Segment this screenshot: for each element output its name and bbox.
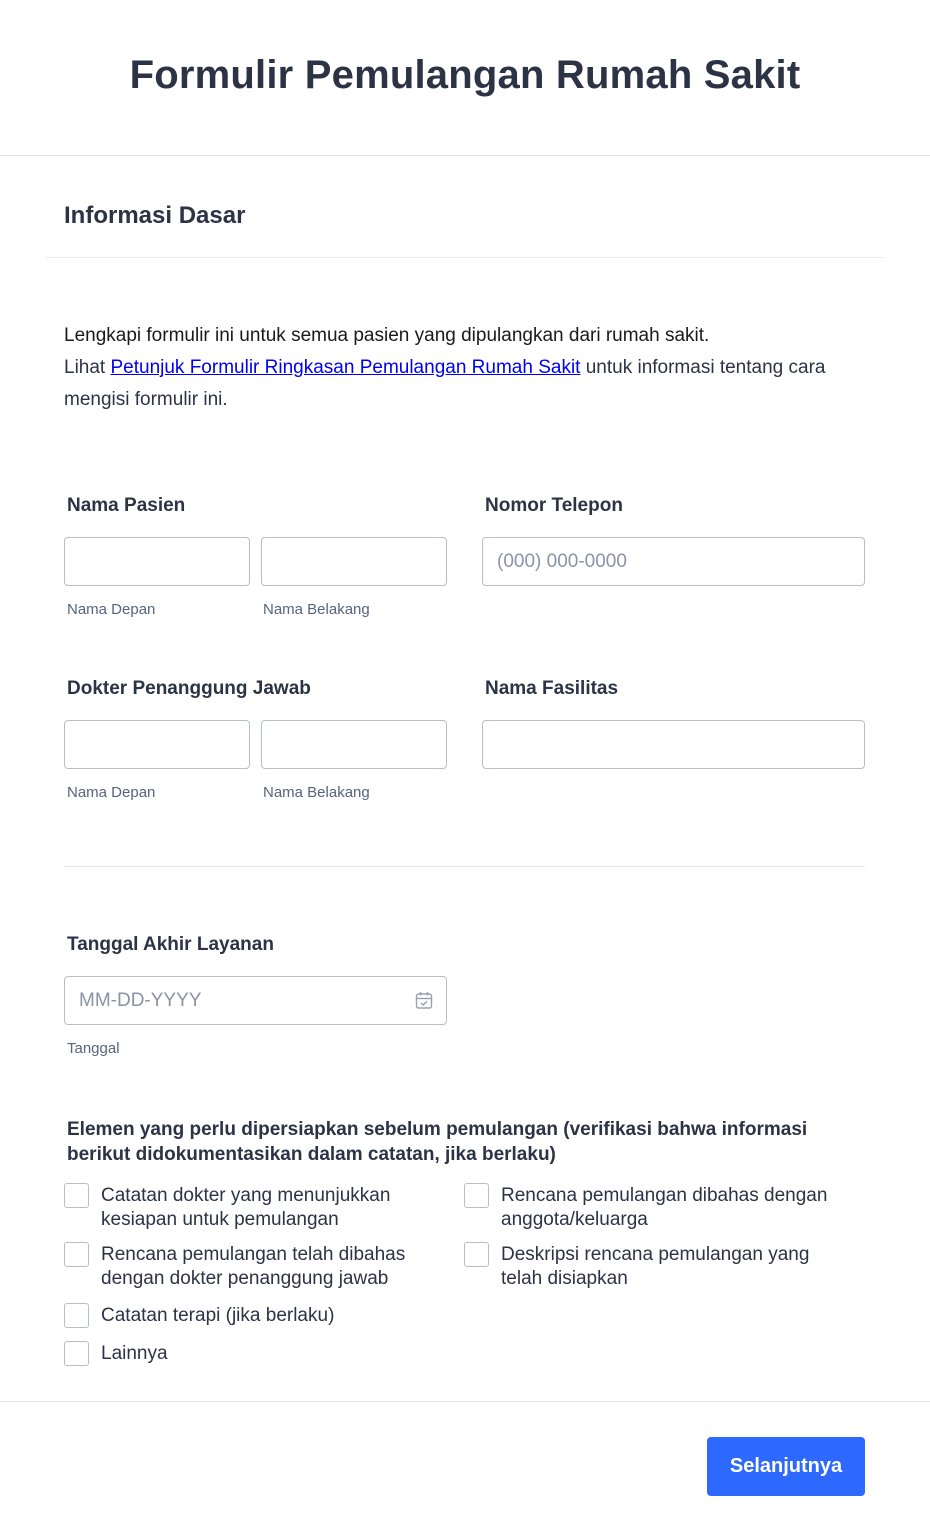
end-date-input[interactable] (64, 976, 447, 1025)
checkbox-option[interactable] (64, 1243, 444, 1291)
option-line: telah disiapkan (501, 1268, 628, 1289)
intro-line: Lengkapi formulir ini untuk semua pasien yang dipulangkan dari rumah sakit. (64, 325, 710, 346)
option-line: Rencana pemulangan dibahas dengan (501, 1185, 828, 1206)
facility-label: Nama Fasilitas (485, 678, 619, 699)
facility-input[interactable] (482, 720, 865, 769)
checkbox[interactable] (464, 1183, 489, 1208)
section-header (46, 156, 884, 258)
section-divider (64, 866, 865, 867)
doctor-last-name-input[interactable] (261, 720, 447, 769)
option-line: anggota/keluarga (501, 1209, 648, 1230)
intro-prefix: Lihat (64, 357, 111, 378)
end-date-sublabel: Tanggal (67, 1040, 120, 1057)
patient-first-name-sublabel: Nama Depan (67, 601, 156, 618)
checkbox[interactable] (64, 1303, 89, 1328)
option-line: Catatan terapi (jika berlaku) (101, 1305, 335, 1326)
doctor-first-name-sublabel: Nama Depan (67, 784, 156, 801)
checkbox[interactable] (64, 1341, 89, 1366)
checkbox[interactable] (64, 1183, 89, 1208)
intro-text (64, 320, 874, 416)
patient-first-name-input[interactable] (64, 537, 250, 586)
form-title: Formulir Pemulangan Rumah Sakit (129, 53, 801, 97)
option-line: kesiapan untuk pemulangan (101, 1209, 339, 1230)
patient-last-name-sublabel: Nama Belakang (263, 601, 370, 618)
option-line: Lainnya (101, 1343, 168, 1364)
calendar-icon[interactable] (415, 991, 433, 1010)
doctor-first-name-input[interactable] (64, 720, 250, 769)
option-line: Rencana pemulangan telah dibahas (101, 1244, 406, 1265)
end-date-label: Tanggal Akhir Layanan (67, 934, 274, 955)
intro-suffix: untuk informasi tentang cara mengisi formulir ini. (64, 357, 826, 410)
option-line: Deskripsi rencana pemulangan yang (501, 1244, 810, 1265)
form-header (0, 0, 930, 156)
phone-label: Nomor Telepon (485, 495, 623, 516)
checklist-label: Elemen yang perlu dipersiapkan sebelum pemulangan (verifikasi bahwa informasi berikut didokumentasikan dalam catatan, jika berlaku) (67, 1119, 808, 1165)
doctor-last-name-sublabel: Nama Belakang (263, 784, 370, 801)
checkbox[interactable] (64, 1242, 89, 1267)
patient-name-label: Nama Pasien (67, 495, 186, 516)
option-line: Catatan dokter yang menunjukkan (101, 1185, 391, 1206)
patient-last-name-input[interactable] (261, 537, 447, 586)
option-line: dengan dokter penanggung jawab (101, 1268, 389, 1289)
checkbox-option[interactable] (64, 1342, 444, 1366)
phone-input[interactable] (482, 537, 865, 586)
guide-link[interactable]: Petunjuk Formulir Ringkasan Pemulangan Rumah Sakit (110, 357, 581, 378)
date-field (64, 976, 447, 1025)
checkbox-option[interactable] (64, 1184, 444, 1232)
footer-divider (0, 1401, 930, 1402)
checkbox-option[interactable] (464, 1184, 864, 1232)
next-button[interactable]: Selanjutnya (707, 1437, 865, 1496)
section-title: Informasi Dasar (64, 201, 246, 229)
intro-guide (64, 352, 874, 416)
checkbox[interactable] (464, 1242, 489, 1267)
checkbox-option[interactable] (64, 1304, 444, 1328)
doctor-label: Dokter Penanggung Jawab (67, 678, 311, 699)
checkbox-option[interactable] (464, 1243, 864, 1291)
